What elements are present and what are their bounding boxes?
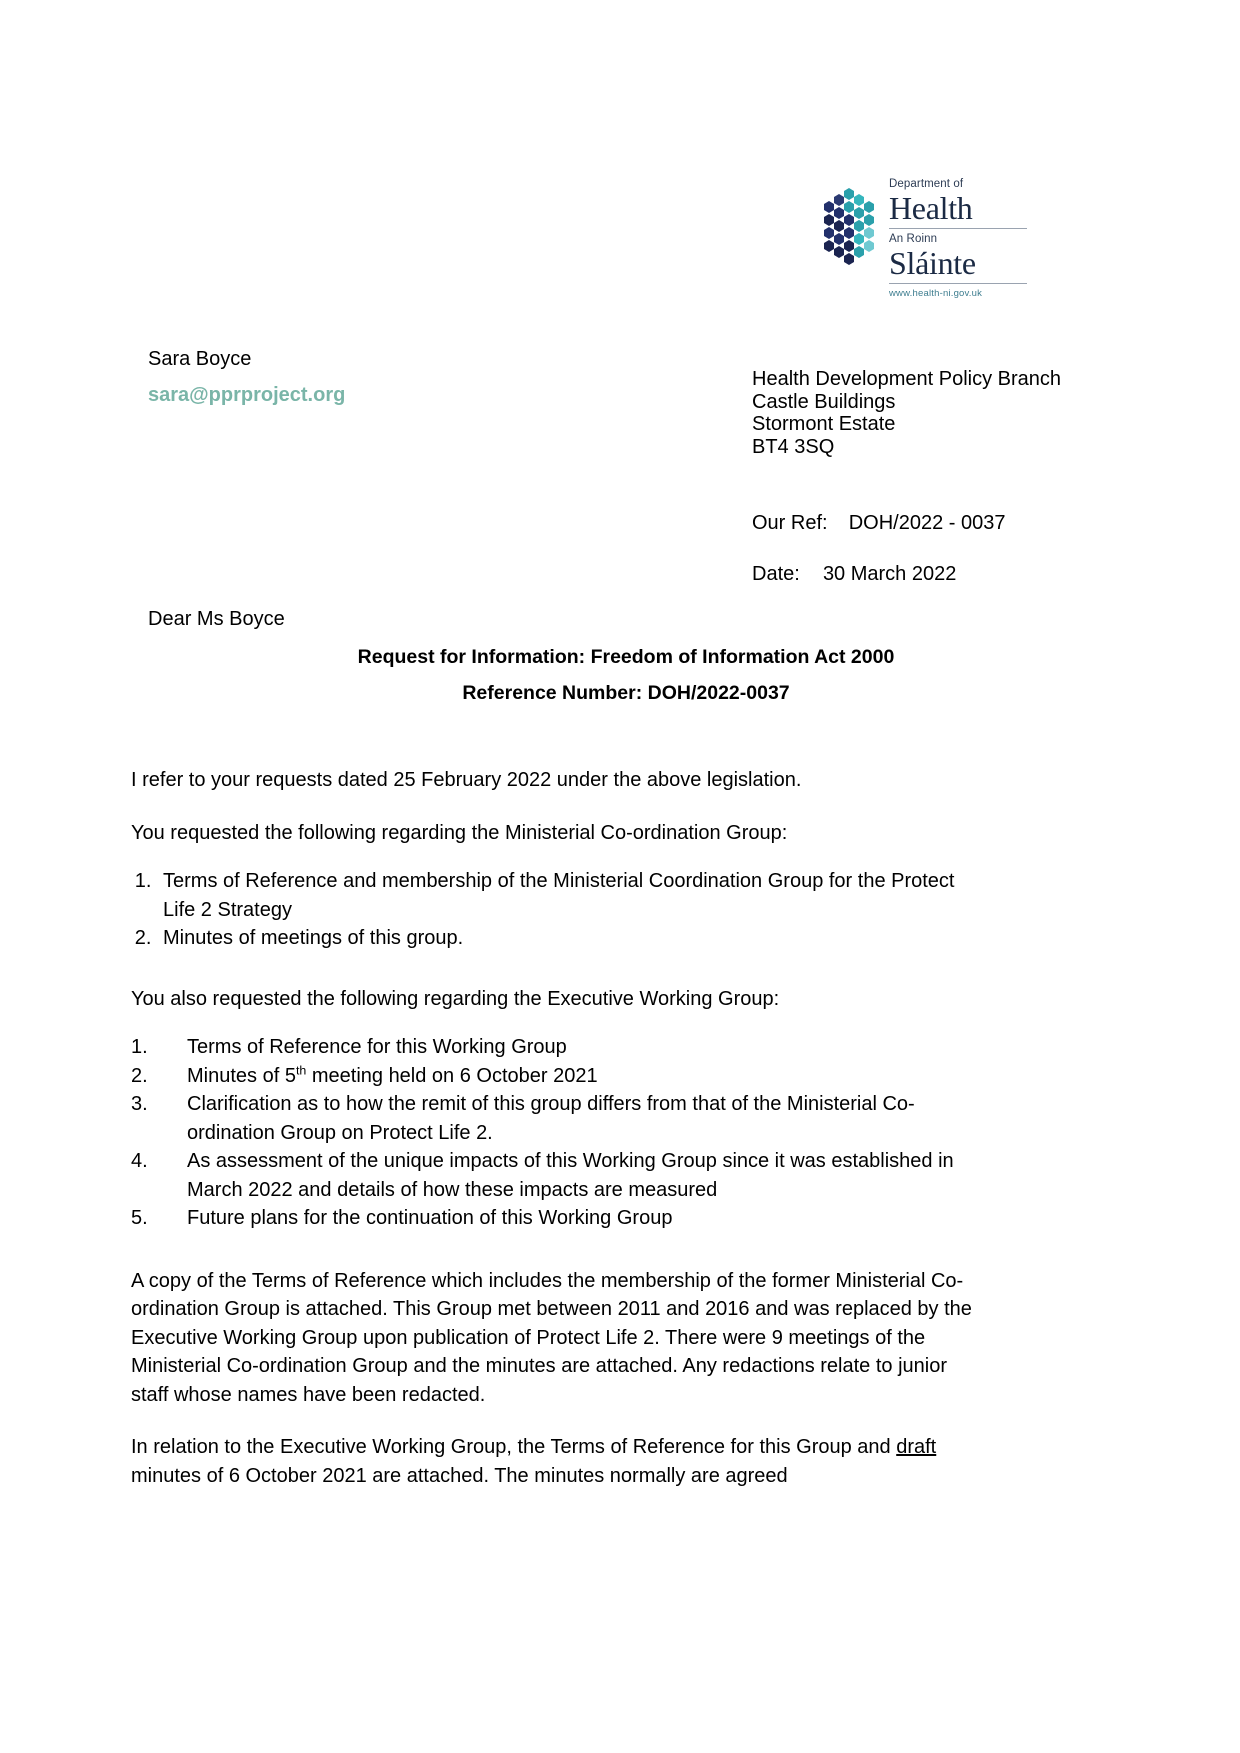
- paragraph-terms-of-reference-response: A copy of the Terms of Reference which includes the membership of the former Ministerial Co-ordination Group is attached. This Group met between 2011 and 2016 and was replaced by the Executive Working Group upon publication of Protect Life 2. There were 9 meetings of the Ministerial Co-ordination Group and the minutes are attached. Any redactions relate to junior staff whose names have been redacted.: [131, 1269, 972, 1406]
- list-item-number: 4.: [131, 1150, 148, 1172]
- our-reference-label: Our Ref:: [752, 512, 828, 534]
- letter-heading-primary: Request for Information: Freedom of Information Act 2000: [357, 646, 895, 668]
- list-item-text: [187, 1062, 986, 1091]
- paragraph-executive-working-group-response: [131, 1433, 986, 1490]
- logo-website-url: www.health-ni.gov.uk: [889, 288, 983, 299]
- list-item: [131, 1090, 986, 1147]
- addressee-email[interactable]: sara@pprproject.org: [148, 384, 346, 406]
- sender-address-line-2: Castle Buildings: [752, 390, 896, 413]
- sender-address-line-3: Stormont Estate: [752, 413, 896, 435]
- addressee-block: [148, 344, 345, 410]
- sender-address-line-4: BT4 3SQ: [752, 435, 835, 458]
- spacer: [131, 977, 986, 985]
- list-item-text-after: meeting held on 6 October 2021: [306, 1064, 598, 1087]
- sender-address-block: [752, 368, 1061, 458]
- list-item: [131, 1147, 986, 1204]
- date-value: 30 March 2022: [822, 563, 957, 585]
- letter-heading-reference-number: Reference Number: DOH/2022-0037: [462, 682, 790, 704]
- list-item: [131, 1062, 986, 1091]
- list-item-text: As assessment of the unique impacts of this Working Group since it was established in March 2022 and details of how these impacts are measured: [187, 1150, 954, 1201]
- letter-body: [131, 766, 986, 1514]
- list-item-number: 1.: [131, 1036, 148, 1058]
- logo-department-of-label: Department of: [889, 178, 964, 190]
- list-item-text-before: Minutes of 5: [187, 1064, 296, 1087]
- list-item-number: 2.: [131, 1064, 148, 1087]
- emphasised-word-draft: draft: [896, 1436, 937, 1458]
- date-label: Date:: [752, 563, 800, 585]
- addressee-name: Sara Boyce: [148, 348, 252, 370]
- list-item: [131, 1204, 986, 1233]
- list-item: 1. Terms of Reference and membership of the Ministerial Coordination Group for the Protect Life 2 Strategy: [157, 867, 986, 924]
- paragraph-ministerial-request: You requested the following regarding the Ministerial Co-ordination Group:: [131, 821, 788, 844]
- ministerial-group-request-list: [131, 867, 986, 953]
- paragraph-intro: I refer to your requests dated 25 February 2022 under the above legislation.: [131, 769, 802, 791]
- list-item: [131, 1033, 986, 1062]
- list-item-text: Clarification as to how the remit of this group differs from that of the Ministerial Co-ordination Group on Protect Life 2.: [187, 1093, 915, 1144]
- ordinal-suffix: th: [295, 1062, 307, 1077]
- paragraph-text-before: In relation to the Executive Working Group, the Terms of Reference for this Group and: [131, 1436, 897, 1458]
- logo-divider-bottom: [889, 283, 1027, 284]
- list-item-number: 5.: [131, 1207, 148, 1229]
- our-reference-line: [752, 512, 1005, 535]
- list-item: 2. Minutes of meetings of this group.: [157, 924, 986, 953]
- department-of-health-hex-logo: [818, 184, 880, 280]
- department-of-health-logo: [818, 178, 1044, 330]
- date-line: [752, 563, 956, 586]
- list-item-text: Future plans for the continuation of this Working Group: [187, 1207, 673, 1229]
- spacer: [131, 1259, 986, 1267]
- paragraph-executive-request: You also requested the following regarding the Executive Working Group:: [131, 987, 780, 1010]
- logo-divider-top: [889, 228, 1027, 229]
- list-item-number: 3.: [131, 1093, 148, 1115]
- sender-address-line-1: Health Development Policy Branch: [752, 368, 1062, 390]
- salutation: Dear Ms Boyce: [148, 608, 285, 630]
- paragraph-text-after: minutes of 6 October 2021 are attached. The minutes normally are agreed: [131, 1464, 788, 1487]
- logo-health-label: Health: [889, 190, 973, 226]
- logo-an-roinn-label: An Roinn: [889, 233, 938, 245]
- list-item-text: Terms of Reference for this Working Group: [187, 1036, 567, 1058]
- our-reference-value: DOH/2022 - 0037: [848, 512, 1006, 534]
- logo-slainte-label: Sláinte: [889, 245, 976, 281]
- executive-working-group-request-list: [131, 1033, 986, 1233]
